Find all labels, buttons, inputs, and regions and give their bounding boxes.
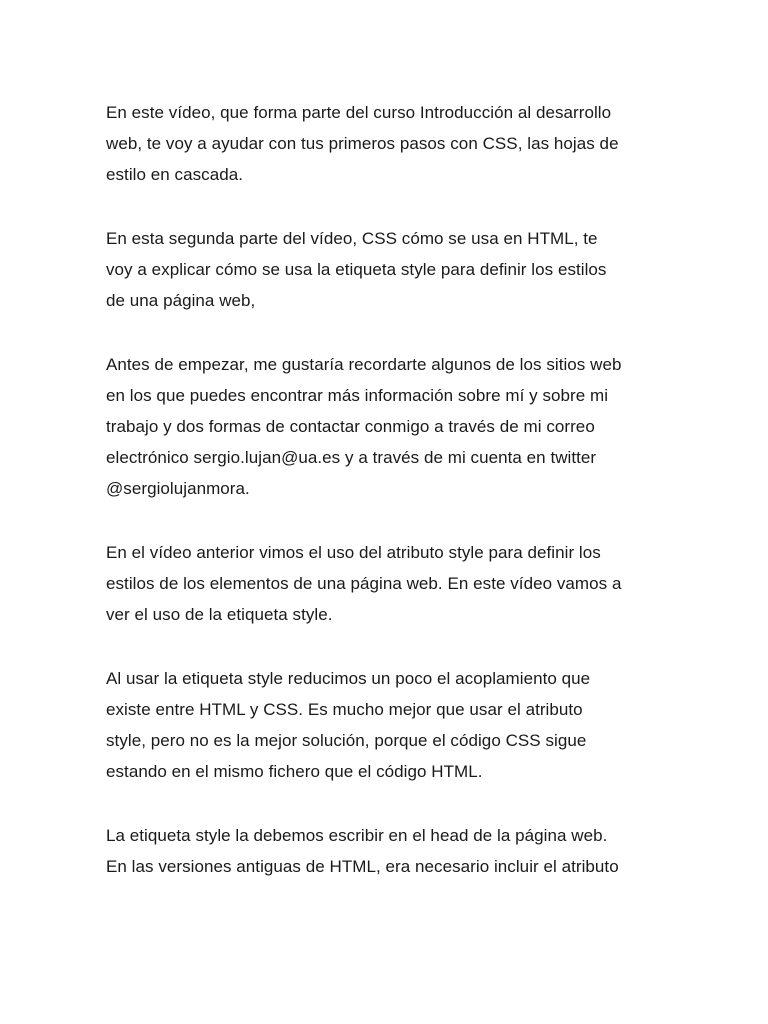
text-line: estando en el mismo fichero que el código HTML. [106,762,483,781]
text-line: existe entre HTML y CSS. Es mucho mejor que usar el atributo [106,700,583,719]
text-line: En el vídeo anterior vimos el uso del atributo style para definir los [106,543,601,562]
text-line: web, te voy a ayudar con tus primeros pasos con CSS, las hojas de [106,134,619,153]
text-line: Al usar la etiqueta style reducimos un poco el acoplamiento que [106,669,591,688]
text-line: ver el uso de la etiqueta style. [106,605,333,624]
text-line: estilos de los elementos de una página web. En este vídeo vamos a [106,574,622,593]
paragraph-intro [106,97,666,190]
text-line: style, pero no es la mejor solución, porque el código CSS sigue [106,731,587,750]
paragraph-second-part [106,223,666,316]
paragraph-coupling [106,663,666,787]
paragraph-contact [106,349,666,504]
text-line: @sergiolujanmora. [106,479,250,498]
text-line: en los que puedes encontrar más información sobre mí y sobre mi [106,386,609,405]
text-line: En esta segunda parte del vídeo, CSS cómo se usa en HTML, te [106,229,598,248]
text-line: trabajo y dos formas de contactar conmigo a través de mi correo [106,417,595,436]
text-line: En las versiones antiguas de HTML, era necesario incluir el atributo [106,857,619,876]
text-line: voy a explicar cómo se usa la etiqueta style para definir los estilos [106,260,607,279]
text-line: estilo en cascada. [106,165,243,184]
text-line: Antes de empezar, me gustaría recordarte algunos de los sitios web [106,355,622,374]
text-line: La etiqueta style la debemos escribir en el head de la página web. [106,826,608,845]
paragraph-head-placement [106,820,666,882]
paragraph-previous-video [106,537,666,630]
text-line: electrónico sergio.lujan@ua.es y a través de mi cuenta en twitter [106,448,597,467]
document-body [106,97,666,915]
text-line: de una página web, [106,291,256,310]
text-line: En este vídeo, que forma parte del curso Introducción al desarrollo [106,103,612,122]
